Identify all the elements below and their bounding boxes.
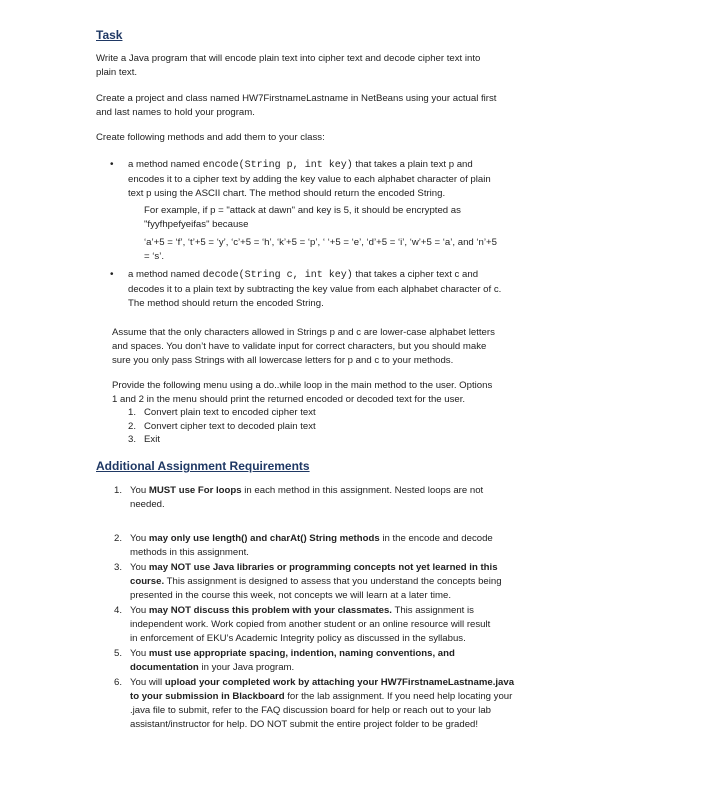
requirement-1	[114, 484, 534, 512]
encode-line-3: text p using the ASCII chart. The method should return the encoded String.	[128, 188, 446, 199]
requirement-number: 1.	[114, 485, 123, 496]
decode-bullet	[128, 268, 523, 311]
project-paragraph	[96, 92, 516, 120]
requirement-line: methods in this assignment.	[130, 547, 249, 558]
requirement-line: independent work. Work copied from another student or an online resource will result	[130, 619, 491, 630]
encode-prefix: a method named	[128, 159, 203, 170]
assume-line-1: Assume that the only characters allowed in Strings p and c are lower-case alphabet letters	[112, 327, 495, 338]
requirement-number: 3.	[114, 562, 123, 573]
menu-item-label: Exit	[144, 434, 160, 445]
example-line-2: "fyyfhpefyeifas" because	[144, 219, 249, 230]
requirement-number: 4.	[114, 605, 123, 616]
menu-item	[128, 420, 316, 434]
project-line-1: Create a project and class named HW7FirstnameLastname in NetBeans using your actual first	[96, 93, 497, 104]
requirement-line	[114, 647, 534, 661]
req-bold: upload your completed work by attaching your HW7FirstnameLastname.java	[164, 677, 515, 688]
req-text: for the lab assignment. If you need help locating your	[284, 691, 513, 702]
req-bold: may NOT discuss this problem with your classmates.	[148, 605, 392, 616]
menu-item-label: Convert cipher text to decoded plain text	[144, 420, 316, 432]
encode-signature: encode(String p, int key)	[202, 160, 353, 171]
requirement-line	[114, 690, 534, 704]
requirement-2	[114, 532, 534, 560]
encode-line-1	[128, 158, 523, 173]
menu-item-label: Convert plain text to encoded cipher text	[144, 407, 316, 418]
requirement-6	[114, 676, 534, 732]
intro-paragraph	[96, 52, 516, 80]
project-line-2: and last names to hold your program.	[96, 107, 255, 118]
requirement-line: needed.	[130, 499, 165, 510]
req-bold: documentation	[130, 662, 199, 673]
encode-line-2: encodes it to a cipher text by adding the key value to each alphabet character of plain	[128, 174, 491, 185]
menu-item	[128, 406, 316, 420]
req-bold: course.	[130, 576, 165, 587]
decode-signature: decode(String c, int key)	[202, 270, 353, 281]
requirement-5	[114, 647, 534, 675]
decode-line-1	[128, 268, 523, 283]
menu-line-2: 1 and 2 in the menu should print the returned encoded or decoded text for the user.	[112, 394, 466, 405]
menu-list	[128, 406, 316, 447]
decode-prefix: a method named	[128, 269, 203, 280]
requirement-line: presented in the course this week, not concepts we will learn at a later time.	[130, 590, 452, 601]
requirement-line	[114, 604, 534, 618]
req-text: in the encode and decode	[379, 533, 493, 544]
req-text: in your Java program.	[198, 662, 295, 673]
requirement-line: in enforcement of EKU’s Academic Integrity policy as discussed in the syllabus.	[130, 633, 466, 644]
mapping-line-1: ‘a’+5 = ‘f’, ‘t’+5 = ‘y’, ‘c’+5 = ‘h’, ‘k’+5 = ‘p’, ‘ ‘+5 = ‘e’, ‘d’+5 = ‘i’, ‘w’+5 = ‘a’, and ‘n’+5	[144, 237, 497, 248]
req-bold: may only use length() and charAt() String methods	[148, 533, 380, 544]
req-text: You will	[130, 677, 165, 688]
menu-item-number: 3.	[128, 434, 137, 445]
example-paragraph	[144, 204, 524, 232]
requirement-line	[114, 661, 534, 675]
menu-line-1: Provide the following menu using a do..while loop in the main method to the user. Options	[112, 380, 493, 391]
mapping-paragraph	[144, 236, 524, 264]
req-text: You	[130, 562, 149, 573]
bullet-icon: •	[110, 159, 114, 170]
decode-line-2: decodes it to a plain text by subtracting the key value from each alphabet character of c.	[128, 284, 502, 295]
requirement-number: 5.	[114, 648, 123, 659]
req-bold: may NOT use Java libraries or programming concepts not yet learned in this	[148, 562, 498, 573]
req-text: You	[130, 485, 149, 496]
req-text: This assignment is	[391, 605, 474, 616]
requirement-line	[114, 532, 534, 546]
requirement-line	[114, 575, 534, 589]
req-text: This assignment is designed to assess that you understand the concepts being	[164, 576, 502, 587]
menu-item-number: 1.	[128, 407, 137, 418]
requirement-line	[114, 561, 534, 575]
encode-suffix: that takes a plain text p and	[352, 159, 473, 170]
requirement-line	[114, 676, 534, 690]
assume-line-2: and spaces. You don’t have to validate input for correct characters, but you should make	[112, 341, 487, 352]
requirement-number: 2.	[114, 533, 123, 544]
task-heading: Task	[96, 28, 123, 42]
requirement-3	[114, 561, 534, 603]
requirement-number: 6.	[114, 677, 123, 688]
decode-line-3: The method should return the encoded String.	[128, 298, 324, 309]
intro-line-1: Write a Java program that will encode plain text into cipher text and decode cipher text into	[96, 53, 481, 64]
intro-line-2: plain text.	[96, 67, 138, 78]
requirement-4	[114, 604, 534, 646]
req-text: in each method in this assignment. Nested loops are not	[241, 485, 484, 496]
menu-item-number: 2.	[128, 420, 137, 432]
bullet-icon: •	[110, 269, 114, 280]
req-bold: to your submission in Blackboard	[130, 691, 285, 702]
menu-item	[128, 433, 316, 447]
req-bold: MUST use For loops	[148, 485, 242, 496]
assume-line-3: sure you only pass Strings with all lowercase letters for p and c to your methods.	[112, 355, 454, 366]
additional-requirements-heading: Additional Assignment Requirements	[96, 459, 310, 473]
methods-line: Create following methods and add them to your class:	[96, 132, 325, 143]
mapping-line-2: = ‘s’.	[144, 251, 164, 262]
encode-bullet	[128, 158, 523, 201]
assume-paragraph	[112, 326, 532, 368]
req-bold: must use appropriate spacing, indention, naming conventions, and	[148, 648, 455, 659]
menu-paragraph	[112, 379, 532, 407]
requirement-line: assistant/instructor for help. DO NOT submit the entire project folder to be graded!	[130, 719, 479, 730]
decode-suffix: that takes a cipher text c and	[352, 269, 479, 280]
example-line-1: For example, if p = "attack at dawn" and key is 5, it should be encrypted as	[144, 205, 461, 216]
req-text: You	[130, 533, 149, 544]
req-text: You	[130, 648, 149, 659]
req-text: You	[130, 605, 149, 616]
requirement-line: .java file to submit, refer to the FAQ discussion board for help or reach out to your lab	[130, 705, 492, 716]
requirement-line	[114, 484, 534, 498]
